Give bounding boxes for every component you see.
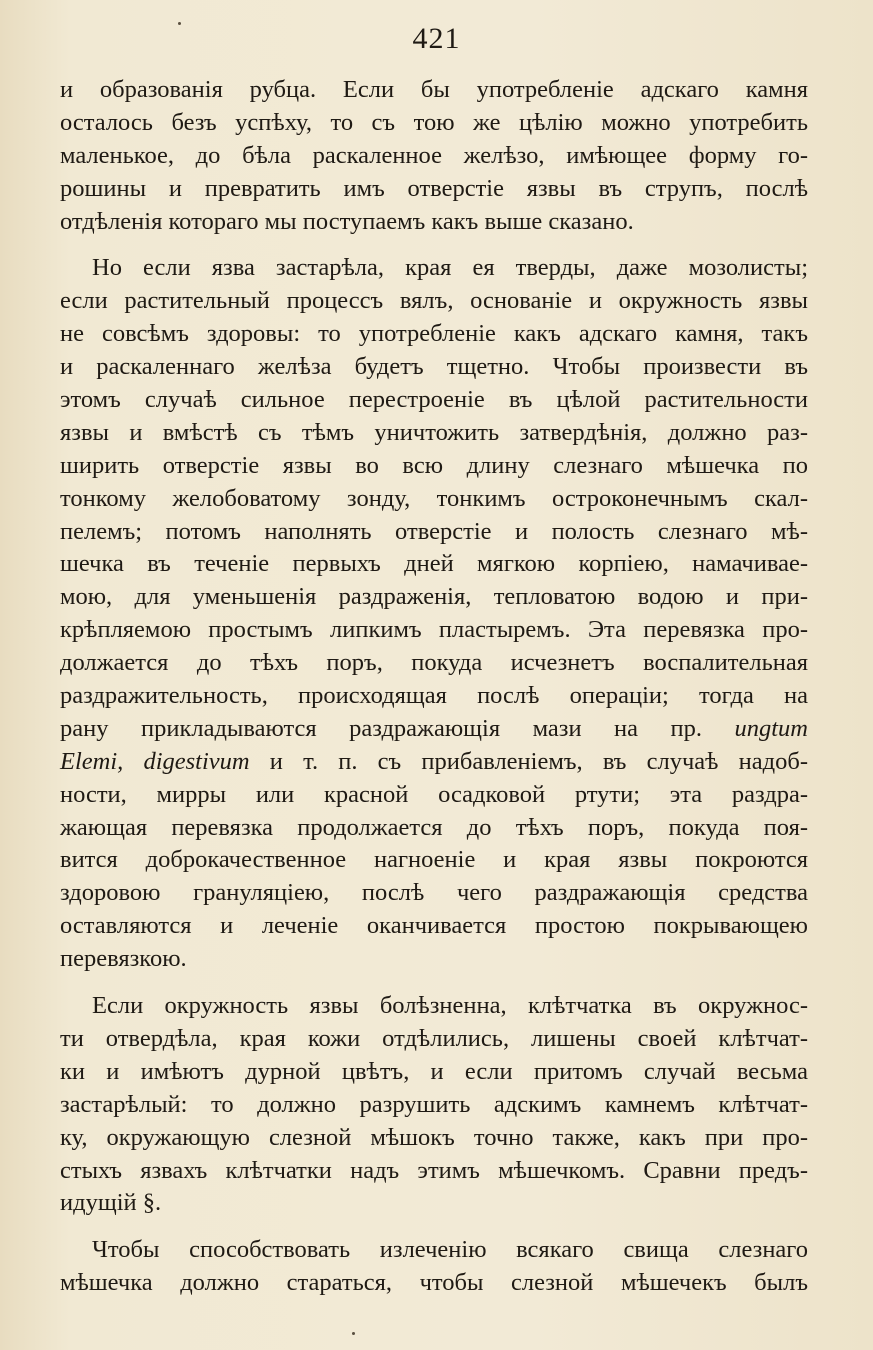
text-line: жающая перевязка продолжается до тѣхъ поръ, покуда поя- bbox=[60, 813, 808, 841]
text-line: ку, окружающую слезной мѣшокъ точно также, какъ при про- bbox=[60, 1123, 808, 1151]
text-line: язвы и вмѣстѣ съ тѣмъ уничтожить затвердѣнія, должно раз- bbox=[60, 418, 808, 446]
text-line: не совсѣмъ здоровы: то употребленіе какъ адскаго камня, такъ bbox=[60, 320, 808, 348]
latin-term: ungtum bbox=[734, 714, 808, 742]
text-line: застарѣлый: то должно разрушить адскимъ камнемъ клѣтчат- bbox=[60, 1090, 808, 1118]
text-line: оставляются и леченіе оканчивается простою покрывающею bbox=[60, 912, 808, 940]
text-line: этомъ случаѣ сильное перестроеніе въ цѣлой растительности bbox=[60, 386, 808, 414]
text-line: перевязкою. bbox=[60, 945, 187, 973]
latin-term: Elemi, digestivum bbox=[60, 747, 250, 775]
body-text bbox=[60, 74, 808, 1300]
text-line: отдѣленія котораго мы поступаемъ какъ выше сказано. bbox=[60, 207, 634, 235]
ink-speck bbox=[352, 1332, 355, 1335]
text-line: крѣпляемою простымъ липкимъ пластыремъ. Эта перевязка про- bbox=[60, 616, 808, 644]
text-line: шечка въ теченіе первыхъ дней мягкою корпіею, намачивае- bbox=[60, 550, 808, 578]
text-line: осталось безъ успѣху, то съ тою же цѣлію можно употребить bbox=[60, 108, 808, 136]
text-line: ти отвердѣла, края кожи отдѣлились, лишены своей клѣтчат- bbox=[60, 1024, 808, 1052]
text-line: Если окружность язвы болѣзненна, клѣтчатка въ окружнос- bbox=[92, 992, 808, 1020]
text-line: должается до тѣхъ поръ, покуда исчезнетъ воспалительная bbox=[60, 649, 808, 677]
text-line: Чтобы способствовать излеченію всякаго свища слезнаго bbox=[92, 1236, 808, 1264]
text-line: и образованія рубца. Если бы употребленіе адскаго камня bbox=[60, 76, 808, 103]
text-line: если растительный процессъ вялъ, основаніе и окружность язвы bbox=[60, 287, 808, 315]
ink-speck bbox=[178, 22, 181, 25]
text-line: рошины и превратить имъ отверстіе язвы въ струпъ, послѣ bbox=[60, 174, 808, 202]
text-line: мою, для уменьшенія раздраженія, тепловатою водою и при- bbox=[60, 583, 808, 611]
text-line: Но если язва застарѣла, края ея тверды, даже мозолисты; bbox=[92, 254, 808, 282]
text-line: маленькое, до бѣла раскаленное желѣзо, имѣющее форму го- bbox=[60, 141, 808, 169]
text-line: пелемъ; потомъ наполнять отверстіе и полость слезнаго мѣ- bbox=[60, 517, 808, 545]
text-line: раздражительность, происходящая послѣ операціи; тогда на bbox=[60, 682, 808, 710]
text-line: ки и имѣютъ дурной цвѣтъ, и если притомъ случай весьма bbox=[60, 1057, 808, 1085]
text-line: Elemi, digestivum и т. п. съ прибавленіемъ, въ случаѣ надоб- bbox=[60, 747, 808, 775]
text-line: вится доброкачественное нагноеніе и края язвы покроются bbox=[60, 846, 808, 874]
text-line: и раскаленнаго желѣза будетъ тщетно. Чтобы произвести въ bbox=[60, 353, 808, 381]
text-line: мѣшечка должно стараться, чтобы слезной мѣшечекъ былъ bbox=[60, 1269, 808, 1297]
text-line: ности, мирры или красной осадковой ртути; эта раздра- bbox=[60, 780, 808, 808]
text-line: идущій §. bbox=[60, 1189, 162, 1217]
page-number: 421 bbox=[412, 22, 461, 55]
text-line: тонкому желобоватому зонду, тонкимъ остроконечнымъ скал- bbox=[60, 484, 808, 512]
text-line: здоровою грануляціею, послѣ чего раздражающія средства bbox=[60, 879, 808, 907]
text-line: ширить отверстіе язвы во всю длину слезнаго мѣшечка по bbox=[60, 451, 808, 479]
text-line: рану прикладываются раздражающія мази на пр. ungtum bbox=[60, 714, 808, 742]
text-line: стыхъ язвахъ клѣтчатки надъ этимъ мѣшечкомъ. Сравни предъ- bbox=[60, 1156, 808, 1184]
